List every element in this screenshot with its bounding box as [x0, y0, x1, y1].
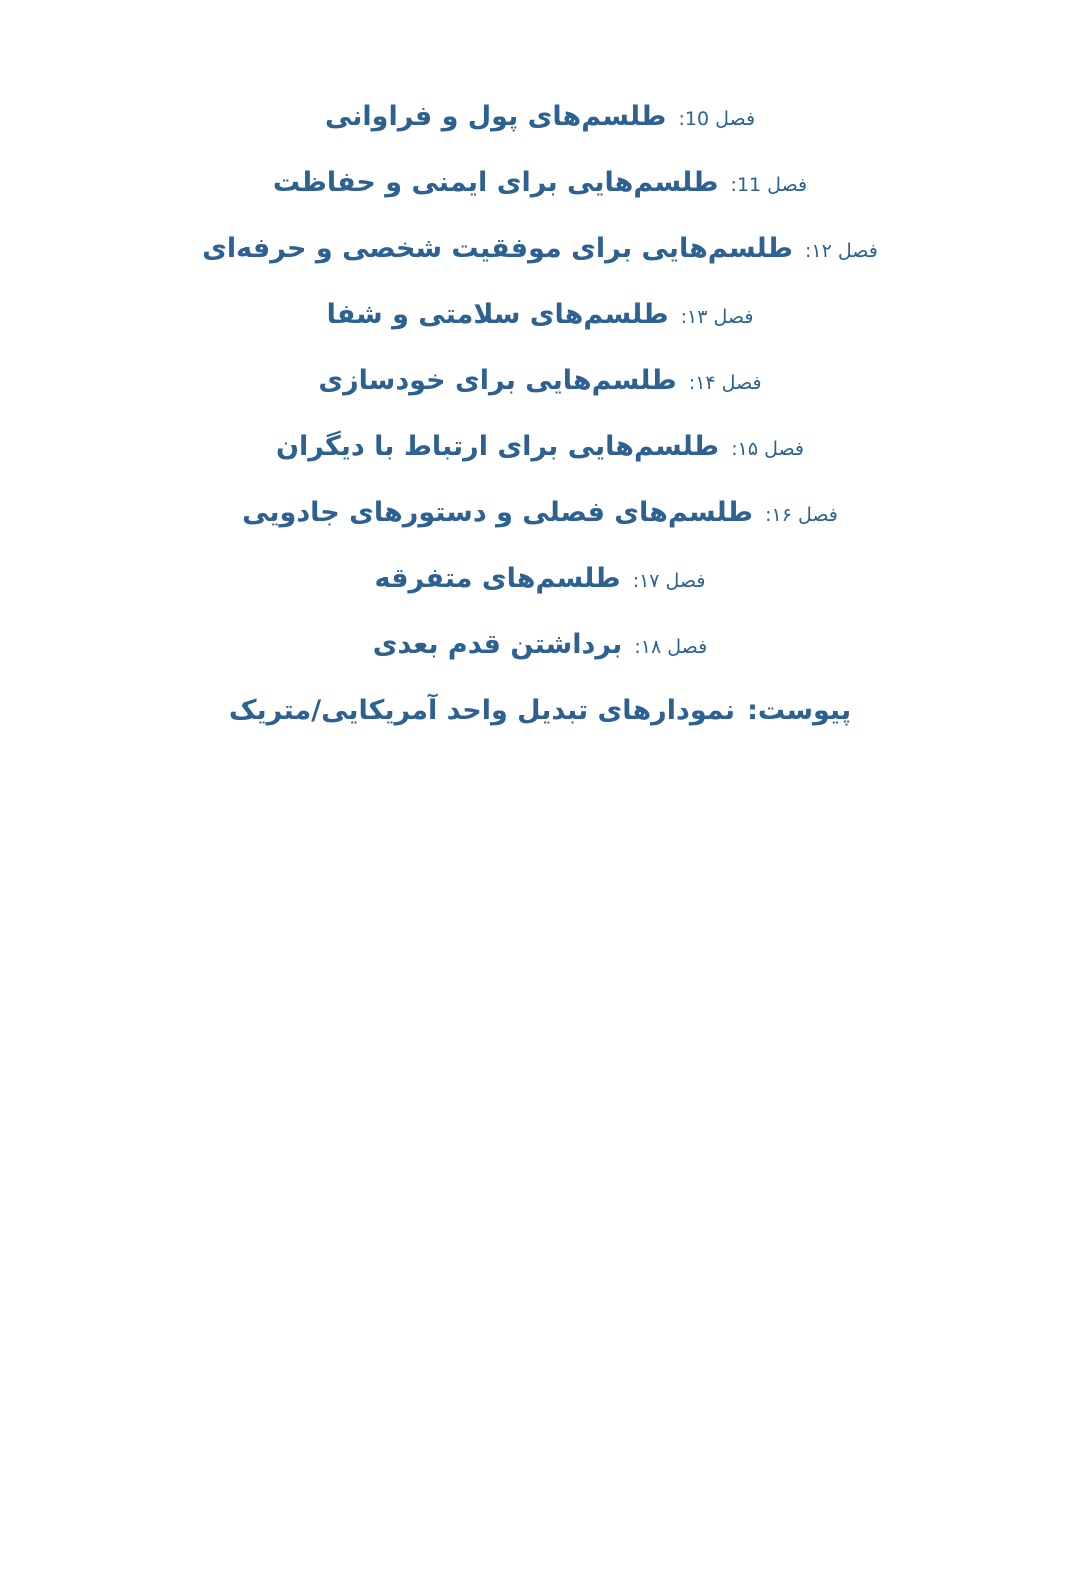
toc-entry-appendix [0, 678, 1080, 744]
chapter-title: برداشتن قدم بعدی [372, 629, 623, 660]
toc-entry [0, 282, 1080, 348]
toc-entry [0, 150, 1080, 216]
toc-entry [0, 84, 1080, 150]
appendix-label: پیوست: [747, 695, 852, 726]
chapter-label: فصل ۱۴: [688, 372, 762, 394]
chapter-title: طلسم‌های فصلی و دستورهای جادویی [242, 497, 753, 528]
toc-entry [0, 546, 1080, 612]
table-of-contents [0, 84, 1080, 744]
chapter-label: فصل ۱۶: [765, 504, 838, 526]
chapter-label: فصل ۱۵: [731, 438, 805, 460]
chapter-title: طلسم‌هایی برای موفقیت شخصی و حرفه‌ای [202, 233, 793, 264]
chapter-title: طلسم‌های متفرقه [374, 563, 621, 594]
appendix-title: نمودارهای تبدیل واحد آمریکایی/متریک [228, 695, 735, 726]
chapter-label: فصل 11: [730, 174, 808, 196]
toc-entry [0, 348, 1080, 414]
chapter-title: طلسم‌هایی برای ایمنی و حفاظت [272, 167, 719, 198]
chapter-title: طلسم‌های پول و فراوانی [324, 101, 667, 132]
chapter-title: طلسم‌هایی برای خودسازی [318, 365, 677, 396]
toc-entry [0, 612, 1080, 678]
chapter-title: طلسم‌هایی برای ارتباط با دیگران [275, 431, 720, 462]
toc-entry [0, 414, 1080, 480]
toc-entry [0, 480, 1080, 546]
chapter-label: فصل ۱۸: [634, 636, 708, 658]
chapter-label: فصل 10: [678, 108, 756, 130]
toc-entry [0, 216, 1080, 282]
chapter-label: فصل ۱۲: [805, 240, 878, 262]
chapter-title: طلسم‌های سلامتی و شفا [326, 299, 669, 330]
chapter-label: فصل ۱۷: [632, 570, 706, 592]
chapter-label: فصل ۱۳: [680, 306, 754, 328]
